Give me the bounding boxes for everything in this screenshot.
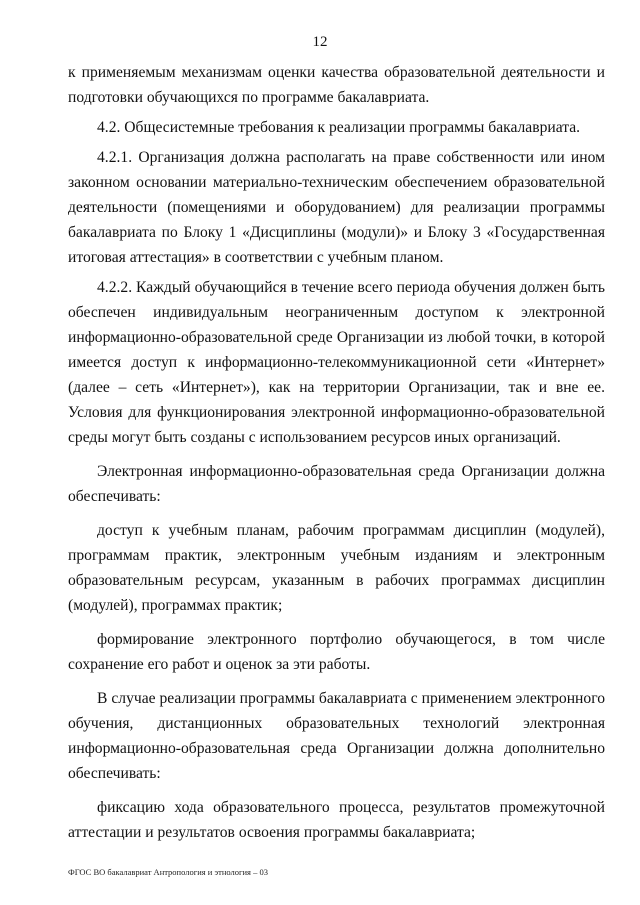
document-body [68,60,605,845]
document-footer: ФГОС ВО бакалавриат Антропология и этнология – 03 [68,867,268,877]
paragraph-portfolio-item: формирование электронного портфолио обучающегося, в том числе сохранение его работ и оценок за эти работы. [68,631,605,673]
paragraph-access-item: доступ к учебным планам, рабочим программам дисциплин (модулей), программам практик, электронным учебным изданиям и электронным образовательным ресурсам, указанным в рабочих программах дисциплин (модулей), программах практик; [68,522,605,614]
page-number: 12 [312,34,328,50]
paragraph-continuation: к применяемым механизмам оценки качества образовательной деятельности и подготовки обучающихся по программе бакалавриата. [68,64,605,106]
paragraph-section-4-2: 4.2. Общесистемные требования к реализации программы бакалавриата. [97,119,581,136]
paragraph-environment-intro: Электронная информационно-образовательная среда Организации должна обеспечивать: [68,463,605,505]
paragraph-section-4-2-2: 4.2.2. Каждый обучающийся в течение всего периода обучения должен быть обеспечен индивидуальным неограниченным доступом к электронной информационно-образовательной среде Организации из любой точки, в которой имеется доступ к информационно-телекоммуникационной сети «Интернет» (далее – сеть «Интернет»), как на территории Организации, так и вне ее. Условия для функционирования электронной информационно-образовательной среды могут быть созданы с использованием ресурсов иных организаций. [68,279,605,446]
paragraph-section-4-2-1: 4.2.1. Организация должна располагать на праве собственности или ином законном основании материально-техническим обеспечением образовательной деятельности (помещениями и оборудованием) для реализации программы бакалавриата по Блоку 1 «Дисциплины (модули)» и Блоку 3 «Государственная итоговая аттестация» в соответствии с учебным планом. [68,149,605,266]
paragraph-recording-item: фиксацию хода образовательного процесса, результатов промежуточной аттестации и результатов освоения программы бакалавриата; [68,799,605,841]
paragraph-distance-learning: В случае реализации программы бакалавриата с применением электронного обучения, дистанционных образовательных технологий электронная информационно-образовательная среда Организации должна дополнительно обеспечивать: [68,690,605,782]
